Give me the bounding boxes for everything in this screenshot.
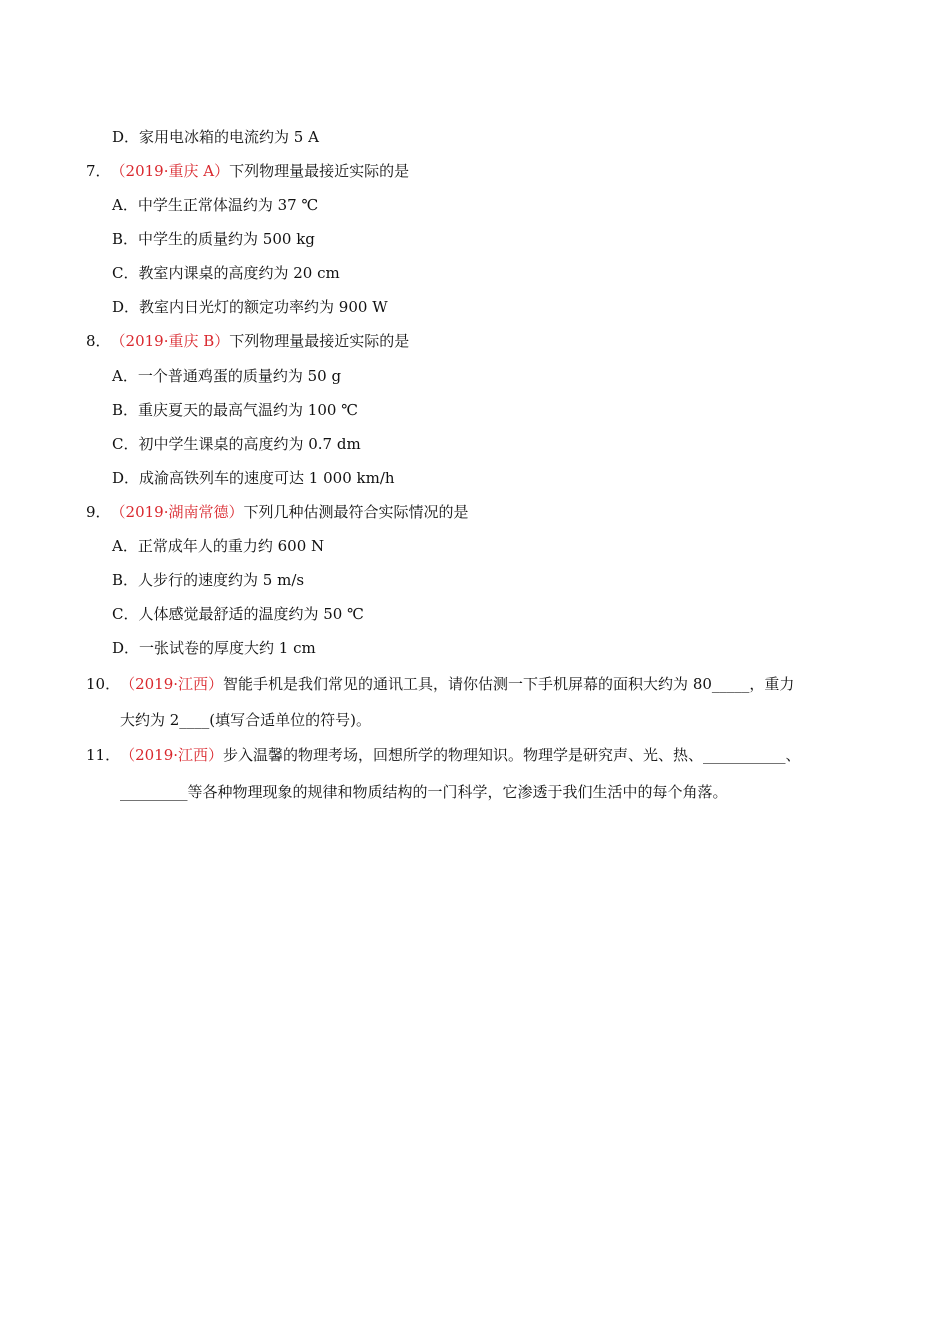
question-10-number: 10． bbox=[86, 675, 121, 693]
question-8-source: （2019·重庆 B） bbox=[110, 332, 230, 350]
question-8-option-d: D．成渝高铁列车的速度可达 1 000 km/h bbox=[112, 469, 395, 487]
question-8-number: 8． bbox=[86, 332, 111, 350]
question-7 bbox=[86, 161, 409, 181]
question-9-option-b: B．人步行的速度约为 5 m/s bbox=[112, 571, 305, 589]
question-11-number: 11． bbox=[86, 746, 121, 764]
question-8-option-a: A．一个普通鸡蛋的质量约为 50 g bbox=[112, 367, 342, 385]
question-10 bbox=[86, 674, 794, 694]
question-9-option-a: A．正常成年人的重力约 600 N bbox=[112, 537, 325, 555]
question-8-stem: 下列物理量最接近实际的是 bbox=[229, 332, 410, 350]
question-7-option-c: C．教室内课桌的高度约为 20 cm bbox=[112, 264, 340, 282]
question-11-line-2: _________等各种物理现象的规律和物质结构的一门科学，它渗透于我们生活中的每个角落。 bbox=[120, 783, 728, 801]
question-11 bbox=[86, 745, 801, 765]
question-7-option-d: D．教室内日光灯的额定功率约为 900 W bbox=[112, 298, 388, 316]
question-8-option-b: B．重庆夏天的最高气温约为 100 ℃ bbox=[112, 401, 358, 419]
question-10-line-1: 智能手机是我们常见的通讯工具，请你估测一下手机屏幕的面积大约为 80_____，重力 bbox=[223, 675, 795, 693]
question-7-option-a: A．中学生正常体温约为 37 ℃ bbox=[112, 196, 319, 214]
q6-option-d: D．家用电冰箱的电流约为 5 A bbox=[112, 128, 319, 146]
question-9-option-d: D．一张试卷的厚度大约 1 cm bbox=[112, 639, 316, 657]
question-11-source: （2019·江西） bbox=[120, 746, 224, 764]
question-7-stem: 下列物理量最接近实际的是 bbox=[229, 162, 410, 180]
question-10-source: （2019·江西） bbox=[120, 675, 224, 693]
question-9-stem: 下列几种估测最符合实际情况的是 bbox=[243, 503, 469, 521]
question-9 bbox=[86, 502, 469, 522]
question-9-number: 9． bbox=[86, 503, 111, 521]
question-9-option-c: C．人体感觉最舒适的温度约为 50 ℃ bbox=[112, 605, 364, 623]
question-10-line-2: 大约为 2____(填写合适单位的符号)。 bbox=[120, 711, 372, 729]
question-7-number: 7． bbox=[86, 162, 111, 180]
question-7-source: （2019·重庆 A） bbox=[110, 162, 230, 180]
question-8-option-c: C．初中学生课桌的高度约为 0.7 dm bbox=[112, 435, 361, 453]
question-7-option-b: B．中学生的质量约为 500 kg bbox=[112, 230, 315, 248]
question-9-source: （2019·湖南常德） bbox=[110, 503, 244, 521]
question-11-line-1: 步入温馨的物理考场，回想所学的物理知识。物理学是研究声、光、热、___________、 bbox=[223, 746, 801, 764]
question-8 bbox=[86, 331, 409, 351]
